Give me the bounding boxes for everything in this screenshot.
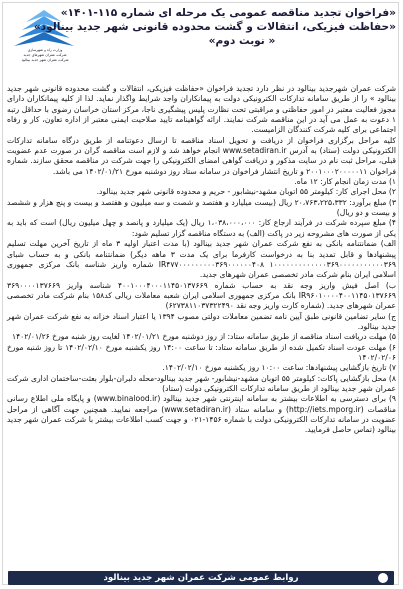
title-line-2: «حفاظت فیزیکی، انتقالات و گشت محدوده قانونی شهر جدید بینالود» (33, 21, 396, 33)
clause-opening-place: ۸) محل بازگشایی پاکات: کیلومتر ۵۵ اتوبان مشهد-نیشابور- شهر جدید بینالود-محله دلبران-بلوار بعثت-ساختمان اداری شرکت عمران شهر جدید بینالود از طریق سامانه تدارکات الکترونیکی دولت (ستاد) (7, 373, 396, 393)
intro-paragraph: شرکت عمران شهرجدید بینالود در نظر دارد تجدید فراخوان «حفاظت فیزیکی، انتقالات و گشت محدوده قانونی شهر جدید بینالود » را از طریق سامانه تدارکات الکترونیکی دولت به پیمانکاران واجد شرایط واگذار نماید. لذا از کلیه پیمانکاران دارای مجوز فعالیت معتبر در امور حفاظتی و مراقبتی تحت نظارت پلیس پیشگیری ناجا، مرکز استان خراسان رضوی با حداقل رتبه ۱ دعوت به عمل می آید در این مناقصه شرکت نمایند. ارائه گواهینامه تایید صلاحیت ایمنی معتبر از اداره تعاون، کار و رفاه اجتماعی برای کلیه شرکت کنندگان الزامیست. (7, 84, 396, 135)
org-line: شرکت عمران شهر جدید بینالود (21, 58, 69, 62)
public-relations-signature: روابط عمومی شرکت عمران شهر جدید بینالود (103, 573, 299, 583)
tender-title (33, 6, 396, 48)
title-line-1: «فراخوان تجدید مناقصه عمومی یک مرحله ای شماره ۱۱۵-۱۴۰۱» (60, 7, 396, 19)
procedure-paragraph: کلیه مراحل برگزاری فراخوان از دریافت و تحویل اسناد مناقصه تا ارسال دعوتنامه از طریق درگاه سامانه تدارکات الکترونیکی دولت (ستاد) به آدرس www.setadiran.ir انجام خواهد شد و لازم است مناقصه گران در صورت عدم عضویت قبلی، مراحل ثبت نام در سایت مذکور و دریافت گواهی امضای الکترونیکی را جهت شرکت در مناقصه محقق سازند. شماره فراخوان ۲۰۰۱۰۰۰۲۰۰۰۰۰۱۱ و تاریخ انتشار فراخوان در سامانه ستاد روز دوشنبه مورخ ۱۴۰۲/۰۱/۲۱ می باشد. (7, 135, 396, 176)
clause-deposit-a: الف) ضمانتنامه بانکی به نفع شرکت عمران شهر جدید بینالود (با مدت اعتبار اولیه ۳ ماه از تاریخ آخرین مهلت تسلیم پیشنهادها و قابل تمدید بنا به درخواست کارفرما برای یک مدت ۳ ماهه دیگر) ضمانتنامه بانکی و به حساب شبای ۱۰۰۰۰۰۰۰۰۰۰۰۰۰۳۶۹۰۰۰۰۰۰۰۰۰۰۰۳۶۹ IR۴۷۷۰۰۰۰۰۰۰۰۰۳۶۹۰۰۰۰۰۰۴۰۸ شماره واریز شناسه بانک مرکزی جمهوری اسلامی ایران بنام شرکت مادر تخصصی عمران شهرهای جدید. (7, 239, 396, 280)
footer-emblem-icon (378, 573, 388, 583)
clause-deposit-c: ج) سایر تضامین قانونی طبق آیین نامه تضمین معاملات دولتی مصوب ۱۳۹۴ یا اعتبار اسناد خزانه به نفع شرکت عمران شهر جدید بینالود. (7, 311, 396, 331)
org-line: وزارت راه و شهرسازی (27, 48, 63, 52)
clause-document-deadline: ۵) مهلت دریافت اسناد مناقصه از طریق سامانه ستاد: از روز دوشنبه مورخ ۱۴۰۲/۰۱/۲۱ لغایت روز شنبه مورخ ۱۴۰۲/۰۱/۲۶ (12, 332, 396, 342)
clause-estimate: ۳) مبلغ برآورد: ۲۰،۷۶۳،۲۲۵،۳۳۲ ریال (بیست میلیارد و هفتصد و شصت و سه میلیون و هفتصد و بیست و پنج هزار و ششصد و بیست و دو ریال) (7, 197, 396, 218)
tender-body (7, 84, 396, 436)
clause-deposit-b: ب) اصل فیش واریز وجه نقد به حساب شماره ۴۰۰۱۰۰۰۴۰۰۰۱۱۴۵۰۱۳۷۶۶۹ شناسه واریز ۳۶۹۰۰۰۰۱۳۷۶۶۹ IR۹۶۰۱۰۰۰۰۴۰۰۱۱۴۵۰۱۳۷۶۶۹ بانک مرکزی جمهوری اسلامی ایران شعبه معاملات ریالی کد۱۵۸ بنام شرکت مادر تخصصی عمران شهرهای جدید. (شماره کارت واریز وجه نقد ۶۲۷۳۸۱۱۰۳۷۳۲۲۴۹۰) (7, 280, 396, 311)
clause-opening-date: ۷) تاریخ بازگشایی پیشنهادها: ساعت ۱۰:۰۰ روز یکشنبه مورخ ۱۴۰۲/۰۲/۱۰. (162, 363, 396, 373)
organization-name (4, 48, 86, 63)
clause-more-info: ۹) برای دسترسی به اطلاعات بیشتر به سامانه اینترنتی شهر جدید بینالود (www.binalood.ir) و پایگاه ملی اطلاع رسانی مناقصات (http://iets.mporg.ir) و سامانه ستاد (www.setadiran.ir) مراجعه نمایید. همچنین جهت آگاهی از مراحل عضویت در سامانه تدارکات الکترونیکی دولت با شماره ۱۴۵۶-۰۲۱ و جهت کسب اطلاعات بیشتر با شرکت عمران شهر جدید بینالود (تماس حاصل فرمایید. (7, 394, 397, 435)
clause-duration: ۱) مدت زمان انجام کار: ۱۲ ماه. (294, 177, 396, 187)
clause-location: ۲) محل اجرای کار: کیلومتر ۵۵ اتوبان مشهد-نیشابور - حریم و محدوده قانونی شهر جدید بینالود. (96, 187, 396, 197)
org-line: شرکت عمران شهرهای جدید (23, 53, 67, 57)
title-line-3: « نوبت دوم» (208, 35, 276, 47)
footer-banner (8, 571, 394, 585)
clause-submission-deadline: ۶) مهلت عودت اسناد تکمیل شده از طریق سامانه ستاد: تا ساعت ۱۴:۰۰ روز یکشنبه مورخ ۱۴۰۲/۰۲/۱۰ تا روز شنبه مورخ ۱۴۰۲/۰۲/۰۶ (7, 342, 396, 362)
header (0, 0, 403, 84)
clause-deposit: ۴) مبلغ سپرده شرکت در فرآیند ارجاع کار: ۱،۰۳۸،۰۰۰،۰۰۰ ریال (یک میلیارد و پانصد و چهل میلیون ریال) است که باید به یکی از صورت های مشروحه زیر در پاکت (الف) به دستگاه مناقصه گزار تسلیم شود: (7, 218, 396, 238)
